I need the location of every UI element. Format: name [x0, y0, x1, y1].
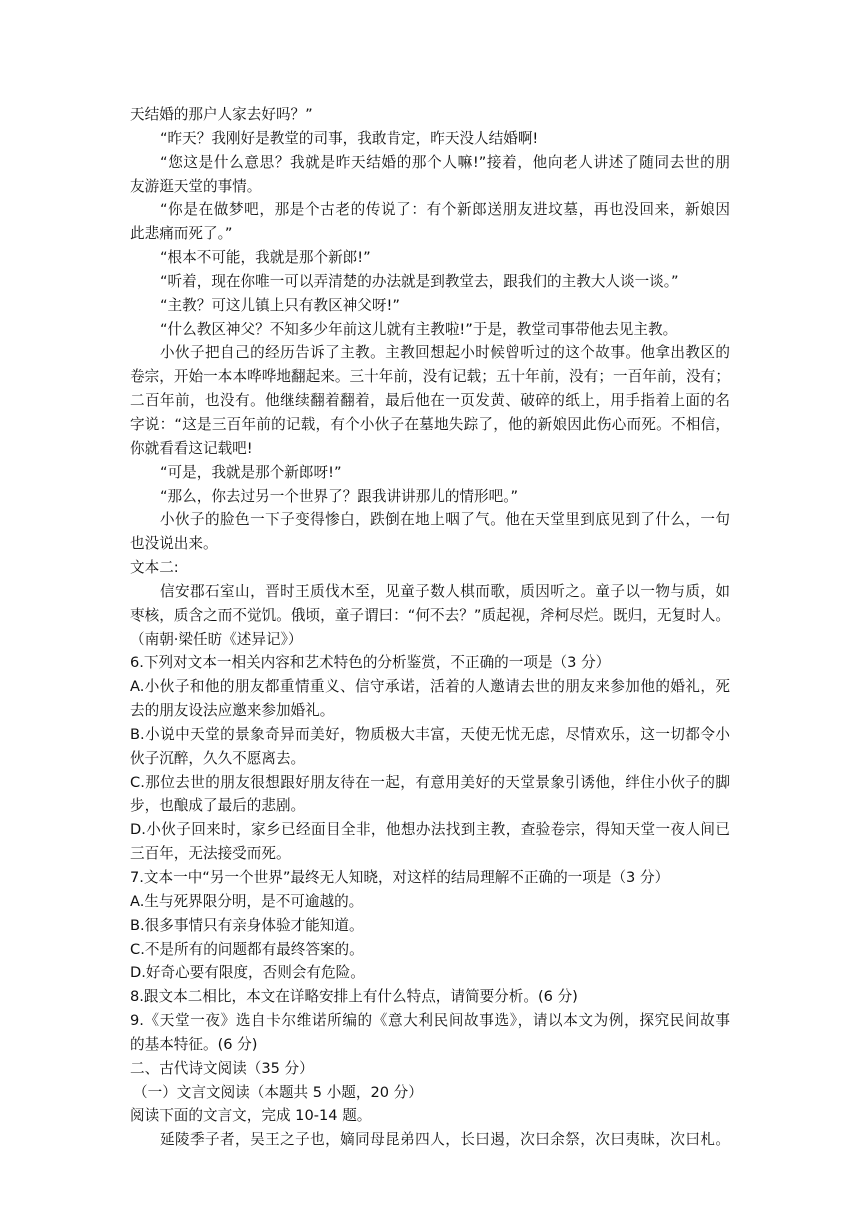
question-line: D.好奇心要有限度，否则会有危险。 — [130, 964, 365, 982]
document-body — [130, 103, 730, 1152]
text-two-label: 文本二: — [130, 559, 179, 577]
question-block — [130, 651, 730, 1056]
question-line: 三百年，无法接受而死。 — [130, 845, 291, 863]
story-line: 你就看看这记载吧! — [130, 439, 253, 457]
question-line: 7.文本一中“另一个世界”最终无人知晓，对这样的结局理解不正确的一项是（3 分） — [130, 869, 670, 886]
story-text-one — [130, 103, 730, 556]
story-line: 二百年前，也没有。他继续翻着翻着，最后他在一页发黄、破碎的纸上，用手指着上面的名 — [130, 392, 730, 410]
question-line: 6.下列对文本一相关内容和艺术特色的分析鉴赏，不正确的一项是（3 分） — [130, 654, 611, 672]
story-line: “您这是什么意思？我就是昨天结婚的那个人嘛!”接着，他向老人讲述了随同去世的朋 — [160, 153, 730, 171]
story-line: “什么教区神父？不知多少年前这儿就有主教啦!”于是，教堂司事带他去见主教。 — [160, 320, 678, 338]
story-line: “昨天？我刚好是教堂的司事，我敢肯定，昨天没人结婚啊! — [160, 129, 539, 147]
story-line: “你是在做梦吧，那是个古老的传说了：有个新郎送朋友进坟墓，再也没回来，新娘因 — [160, 201, 730, 219]
question-line: C.那位去世的朋友很想跟好朋友待在一起，有意用美好的天堂景象引诱他，绊住小伙子的脚 — [130, 773, 730, 791]
question-line: 的基本特征。(6 分) — [130, 1035, 258, 1053]
story-line: “那么，你去过另一个世界了？跟我讲讲那儿的情形吧。” — [160, 487, 519, 505]
classical-text-first-line: 延陵季子者，吴王之子也，嫡同母昆弟四人，长曰遏，次曰余祭，次曰夷昧，次曰札。 — [160, 1131, 730, 1149]
story-line: “听着，现在你唯一可以弄清楚的办法就是到教堂去，跟我们的主教大人谈一谈。” — [160, 272, 679, 290]
question-line: 8.跟文本二相比，本文在详略安排上有什么特点，请简要分析。(6 分) — [130, 988, 578, 1006]
text-two-line: （南朝·梁任昉《述异记》） — [130, 630, 303, 648]
instruction-text: 阅读下面的文言文，完成 10-14 题。 — [130, 1107, 372, 1125]
story-line: 小伙子的脸色一下子变得惨白，跌倒在地上咽了气。他在天堂里到底见到了什么，一句 — [160, 511, 730, 529]
question-line: B.小说中天堂的景象奇异而美好，物质极大丰富，天使无忧无虑，尽情欢乐，这一切都令小 — [130, 725, 730, 743]
story-line: 小伙子把自己的经历告诉了主教。主教回想起小时候曾听过的这个故事。他拿出教区的 — [160, 344, 730, 362]
question-line: 9.《天堂一夜》选自卡尔维诺所编的《意大利民间故事选》，请以本文为例，探究民间故事 — [130, 1012, 730, 1030]
question-line: 步，也酿成了最后的悲剧。 — [130, 797, 306, 815]
story-line: “主教？可这儿镇上只有教区神父呀!” — [160, 296, 400, 314]
story-line: 卷宗，开始一本本哗哗地翻起来。三十年前，没有记载；五十年前，没有；一百年前，没有； — [130, 368, 730, 386]
question-line: A.生与死界限分明，是不可逾越的。 — [130, 892, 364, 910]
story-line: 也没说出来。 — [130, 535, 218, 553]
story-line: 天结婚的那户人家去好吗？” — [130, 106, 313, 123]
story-line: “可是，我就是那个新郎呀!” — [160, 463, 342, 481]
question-line: C.不是所有的问题都有最终答案的。 — [130, 940, 364, 958]
subsection-one-heading: （一）文言文阅读（本题共 5 小题，20 分） — [133, 1083, 423, 1101]
story-line: 友游逛天堂的事情。 — [130, 177, 262, 195]
story-line: 字说：“这是三百年前的记载，有个小伙子在墓地失踪了，他的新娘因此伤心而死。不相信， — [130, 415, 730, 433]
section-two-heading: 二、古代诗文阅读（35 分） — [130, 1059, 314, 1077]
question-line: 去的朋友设法应邀来参加婚礼。 — [130, 702, 335, 720]
story-text-two — [130, 580, 730, 652]
question-line: A.小伙子和他的朋友都重情重义、信守承诺，活着的人邀请去世的朋友来参加他的婚礼，死 — [130, 678, 730, 696]
story-line: “根本不可能，我就是那个新郎!” — [160, 249, 371, 267]
text-two-line: 枣核，质含之而不觉饥。俄顷，童子谓曰：“何不去？”质起视，斧柯尽烂。既归，无复时人。 — [130, 606, 730, 624]
story-line: 此悲痛而死了。” — [130, 225, 233, 243]
text-two-line: 信安郡石室山，晋时王质伐木至，见童子数人棋而歌，质因听之。童子以一物与质，如 — [160, 582, 730, 600]
question-line: 伙子沉醉，久久不愿离去。 — [130, 749, 306, 767]
question-line: B.很多事情只有亲身体验才能知道。 — [130, 916, 364, 934]
question-line: D.小伙子回来时，家乡已经面目全非，他想办法找到主教，查验卷宗，得知天堂一夜人间已 — [130, 821, 730, 839]
